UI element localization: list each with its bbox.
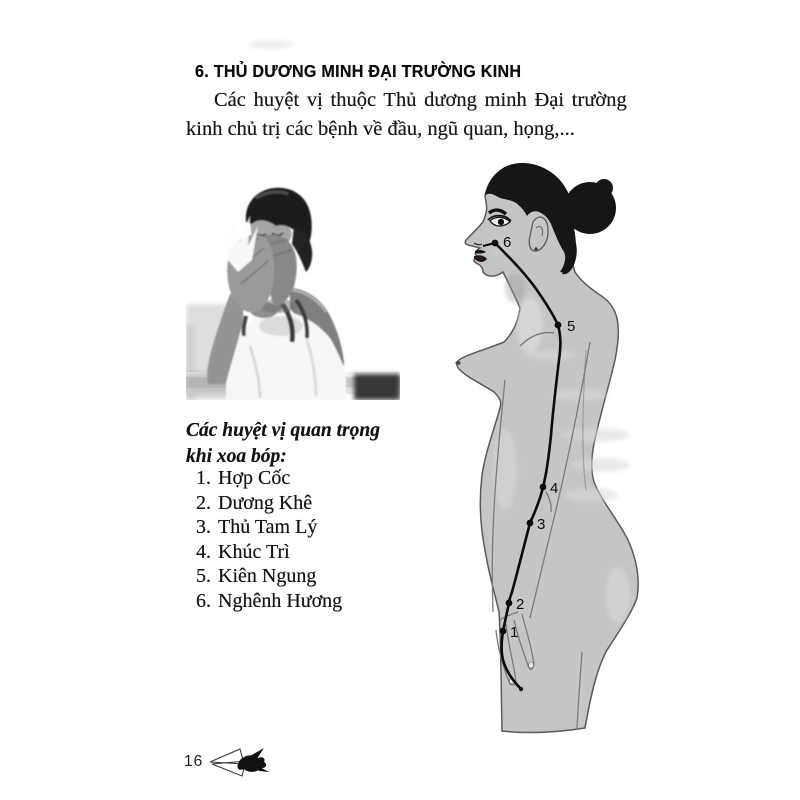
list-heading-line: khi xoa bóp: — [186, 446, 287, 467]
face-massage-photo — [186, 176, 400, 400]
page-title: 6. THỦ DƯƠNG MINH ĐẠI TRƯỜNG KINH — [195, 61, 522, 81]
point-dot-5 — [555, 322, 562, 329]
point-label-1: 1 — [510, 624, 519, 641]
item-name: Khúc Trì — [218, 540, 290, 563]
photo-dark-corner — [354, 374, 400, 400]
page-number: 16 — [184, 753, 204, 770]
meridian-figure — [430, 150, 680, 770]
ornament-bird-body — [237, 748, 269, 772]
item-number: 2. — [196, 491, 211, 514]
list-item — [196, 564, 342, 589]
point-dot-6 — [492, 240, 499, 247]
point-dot-4 — [540, 484, 547, 491]
list-heading — [186, 418, 380, 470]
item-number: 3. — [196, 516, 211, 539]
point-label-2: 2 — [516, 596, 525, 613]
item-name: Kiên Ngung — [218, 565, 317, 588]
item-name: Hợp Cốc — [218, 467, 291, 489]
scan-smudge — [248, 40, 294, 49]
point-label-6: 6 — [503, 234, 512, 251]
paragraph-line: Các huyệt vị thuộc Thủ dương minh Đại trường — [214, 89, 627, 111]
point-label-4: 4 — [550, 480, 559, 497]
item-name: Dương Khê — [218, 491, 313, 514]
point-label-3: 3 — [537, 516, 546, 533]
item-name: Nghênh Hương — [218, 589, 343, 612]
item-name: Thủ Tam Lý — [218, 516, 318, 539]
list-heading-line: Các huyệt vị quan trọng — [186, 420, 380, 441]
body-silhouette — [457, 165, 638, 732]
point-dot-3 — [527, 520, 534, 527]
point-label-5: 5 — [567, 318, 576, 335]
item-number: 6. — [196, 589, 211, 612]
item-number: 5. — [196, 565, 211, 588]
item-number: 4. — [196, 540, 211, 563]
point-dot-2 — [506, 600, 513, 607]
list-item — [196, 540, 342, 565]
bird-ornament-icon — [207, 745, 269, 783]
list-item — [196, 515, 342, 540]
paragraph-line: kinh chủ trị các bệnh về đầu, ngũ quan, họng,... — [186, 117, 575, 140]
list-item — [196, 466, 342, 491]
point-dot-1 — [500, 628, 507, 635]
list-item — [196, 589, 342, 614]
intro-paragraph — [186, 86, 627, 143]
item-number: 1. — [196, 467, 211, 489]
acupoint-list — [196, 466, 342, 614]
list-item — [196, 491, 342, 516]
